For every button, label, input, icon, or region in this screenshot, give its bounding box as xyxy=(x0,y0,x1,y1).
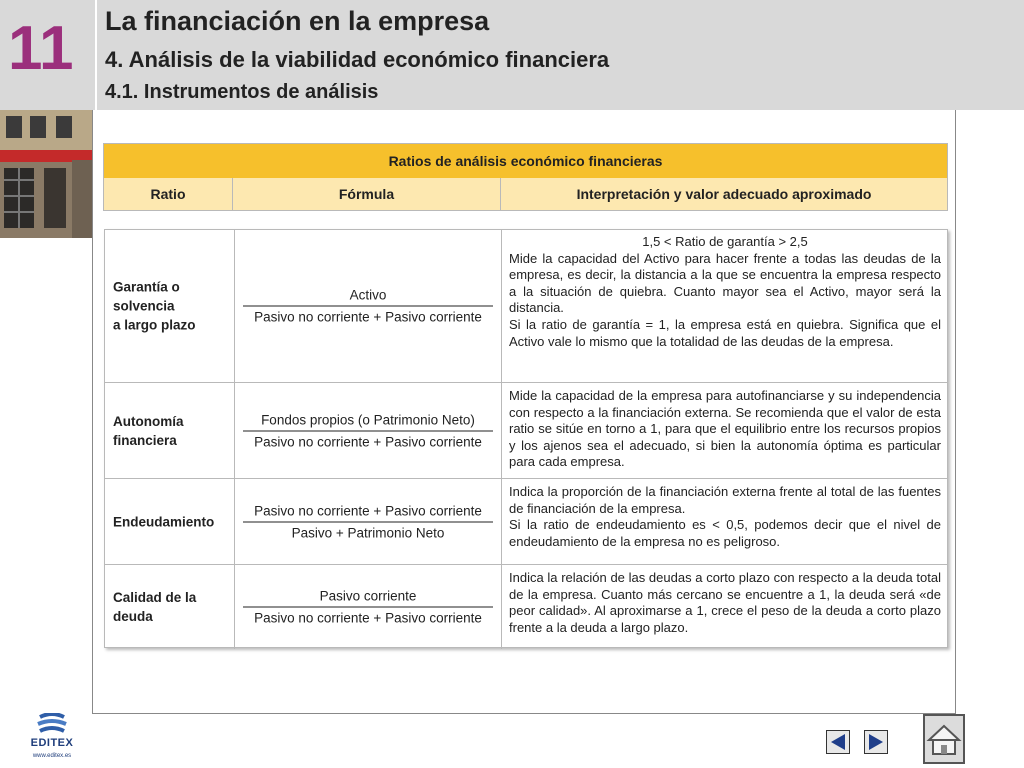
ratio-name: Calidad de la deuda xyxy=(113,590,197,624)
interpretation-cell xyxy=(502,230,947,382)
interpretation-paragraph: Indica la relación de las deudas a corto plazo con respecto a la deuda total de la empresa. Cuanto más cercano se encuentre a 1, la deuda será «de peor calidad». Al aproximarse a 1, crece el peso de la deuda a corto plazo frente a la deuda a largo plazo. xyxy=(509,570,941,635)
formula xyxy=(243,287,493,326)
formula-cell xyxy=(235,230,502,382)
interpretation-text xyxy=(509,388,941,471)
ratios-table xyxy=(104,229,948,648)
subsection-title: 4.1. Instrumentos de análisis xyxy=(105,81,379,103)
editex-logo-mark xyxy=(22,713,82,737)
previous-slide-button[interactable] xyxy=(826,730,850,754)
formula-numerator: Activo xyxy=(243,287,493,307)
building-photo xyxy=(0,110,93,238)
ratio-name: Endeudamiento xyxy=(113,514,215,529)
ratio-cell xyxy=(105,383,235,478)
home-icon xyxy=(925,716,963,762)
formula-numerator: Pasivo corriente xyxy=(243,588,493,608)
interpretation-text xyxy=(509,570,941,636)
interpretation-text xyxy=(509,234,941,350)
ratio-cell xyxy=(105,230,235,382)
arrow-left-icon xyxy=(827,731,849,753)
formula xyxy=(243,502,493,541)
interpretation-paragraph: Indica la proporción de la financiación externa frente al total de las fuentes de financiación de la empresa. xyxy=(509,484,941,516)
interpretation-cell xyxy=(502,479,947,564)
col-header-ratio: Ratio xyxy=(104,178,233,211)
formula-numerator: Fondos propios (o Patrimonio Neto) xyxy=(243,411,493,431)
formula-denominator: Pasivo no corriente + Pasivo corriente xyxy=(254,309,482,325)
next-slide-button[interactable] xyxy=(864,730,888,754)
formula-denominator: Pasivo no corriente + Pasivo corriente xyxy=(254,434,482,449)
formula-denominator: Pasivo + Patrimonio Neto xyxy=(291,525,445,540)
table-row xyxy=(105,383,947,479)
ratio-name: Autonomía financiera xyxy=(113,413,184,448)
col-header-interpretation: Interpretación y valor adecuado aproximado xyxy=(576,186,872,202)
title-block xyxy=(95,0,1024,110)
table-title: Ratios de análisis económico financieras xyxy=(104,144,947,178)
interpretation-text xyxy=(509,484,941,550)
formula xyxy=(243,411,493,450)
interpretation-cell xyxy=(502,383,947,478)
interpretation-paragraph: Mide la capacidad del Activo para hacer frente a todas las deudas de la empresa, es decir, la distancia a la que se encuentra la empresa respecto a la situación de quiebra. Cuanto mayor sea el Activo, mayor será la distancia. xyxy=(509,250,941,316)
slide-title: La financiación en la empresa xyxy=(105,6,490,36)
logo-url: www.editex.es xyxy=(32,753,72,759)
formula-numerator: Pasivo no corriente + Pasivo corriente xyxy=(243,502,493,522)
table-row xyxy=(105,565,947,649)
home-button[interactable] xyxy=(923,714,965,764)
formula-cell xyxy=(235,479,502,564)
interpretation-paragraph: Si la ratio de endeudamiento es < 0,5, podemos decir que el nivel de endeudamiento de la empresa no es peligroso. xyxy=(509,517,941,549)
ratios-table-header xyxy=(103,143,948,211)
arrow-right-icon xyxy=(865,731,887,753)
ratio-name: Garantía o solvencia a largo plazo xyxy=(113,279,196,333)
interpretation-paragraph: Si la ratio de garantía = 1, la empresa está en quiebra. Significa que el Activo vale lo mismo que la totalidad de las deudas de la empresa. xyxy=(509,316,941,349)
ratio-range: 1,5 < Ratio de garantía > 2,5 xyxy=(642,234,808,249)
editex-logo xyxy=(22,713,82,763)
table-row xyxy=(105,479,947,565)
interpretation-paragraph: Mide la capacidad de la empresa para autofinanciarse y su independencia con respecto a la financiación externa. Se recomienda que el valor de esta ratio se sitúe en torno a 1, para que el equilibrio entre los recursos propios y los ajenos sea el adecuado, si bien la autonomía óptima es particular para cada empresa. xyxy=(509,388,941,470)
ratio-cell xyxy=(105,565,235,649)
col-header-formula: Fórmula xyxy=(233,178,501,211)
table-row xyxy=(105,230,947,383)
interpretation-cell xyxy=(502,565,947,649)
ratio-cell xyxy=(105,479,235,564)
logo-brand: EDITEX xyxy=(30,737,74,749)
formula-cell xyxy=(235,383,502,478)
formula-denominator: Pasivo no corriente + Pasivo corriente xyxy=(254,610,482,626)
column-headers xyxy=(104,178,947,211)
formula xyxy=(243,588,493,627)
formula-cell xyxy=(235,565,502,649)
chapter-number: 11 xyxy=(8,14,74,83)
slide-header xyxy=(0,0,1024,110)
section-title: 4. Análisis de la viabilidad económico financiera xyxy=(105,47,610,72)
